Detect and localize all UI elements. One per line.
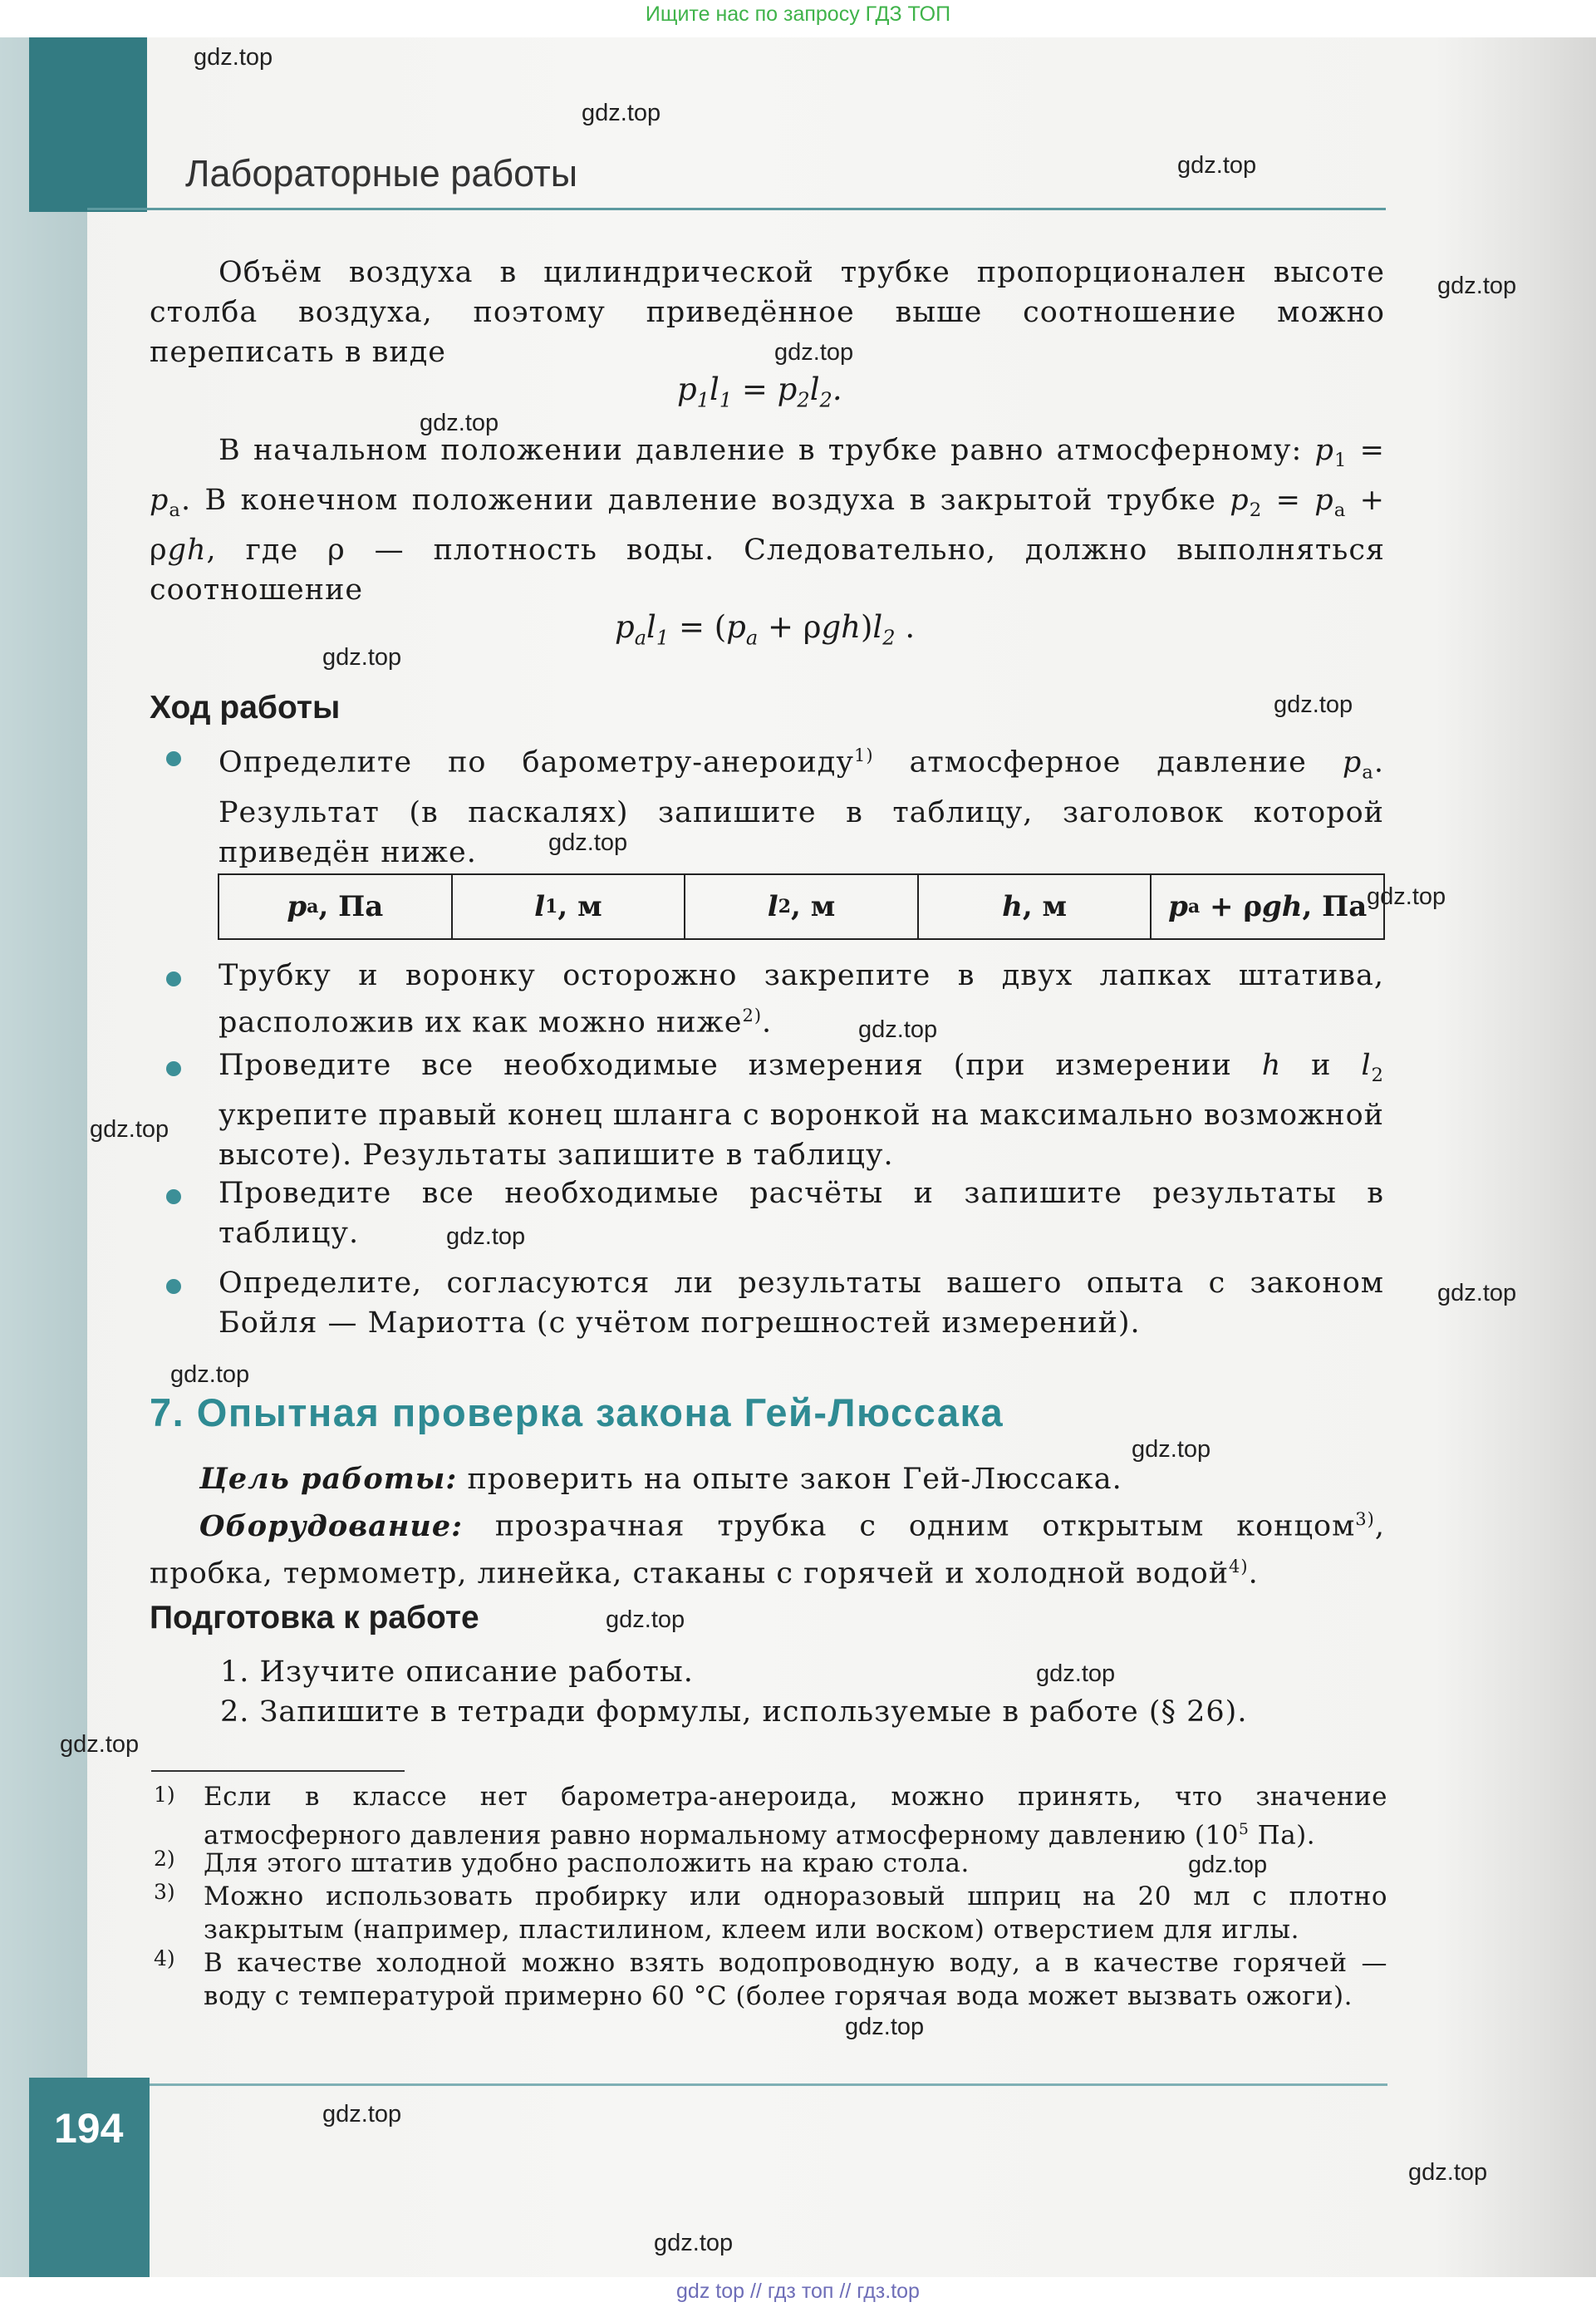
paragraph-pressure: В начальном положении давление в трубке равно атмосферному: $p_1 = p_а$. В конечном положении давление воздуха в закрытой трубке $p_2 = p_а + \rho gh$, где ρ — плотность воды. Следовательно, должно выполняться соотношение [150,434,1386,607]
watermark: gdz.top [1188,1852,1268,1878]
footnote: Можно использовать пробирку или одноразовый шприц на 20 мл с плотно закрытым (например, пластилином, клеем или воском) отверстием для иглы. [204,1882,1387,1945]
lab-equipment: Оборудование: прозрачная трубка с одним открытым концом$^{3)}$, пробка, термометр, линейка, стаканы с горячей и холодной водой$^{4)}$. [150,1508,1385,1591]
page-number: 194 [54,2105,124,2152]
prep-item: 1. Изучите описание работы. [220,1655,694,1689]
watermark: gdz.top [1036,1660,1116,1687]
watermark: gdz.top [654,2230,734,2256]
bullet-item: Проведите все необходимые расчёты и запишите результаты в таблицу. [219,1177,1384,1250]
footnote: Если в классе нет барометра-анероида, можно принять, что значение атмосферного давления равно нормальному атмосферному давлению ($10^5$ Па). [204,1782,1387,1851]
footnote-number: 4) [154,1946,175,1970]
table-header-cell: l 2 , м [685,875,919,938]
bullet-item: Проведите все необходимые измерения (при измерении h и $l_2$ укрепите правый конец шланга с воронкой на максимально возможной высоте). Результаты запишите в таблицу. [219,1049,1384,1172]
watermark: gdz.top [548,829,628,856]
footnote-rule [151,1770,405,1772]
subhead-preparation: Подготовка к работе [150,1600,479,1636]
section-title: Лабораторные работы [185,152,578,194]
lab-goal: Цель работы: проверить на опыте закон Гей-Люссака. [199,1462,1122,1496]
data-table [218,873,1385,940]
watermark: gdz.top [60,1731,140,1758]
watermark: gdz.top [774,339,854,366]
left-margin-band [0,37,87,2277]
watermark: gdz.top [1177,152,1257,179]
watermark: gdz.top [582,100,661,126]
watermark: gdz.top [606,1606,685,1633]
watermark: gdz.top [858,1016,938,1043]
watermark: gdz.top [446,1223,526,1250]
header-color-block [29,37,147,212]
footnote: Для этого штатив удобно расположить на краю стола. [204,1848,970,1878]
footnote-number: 1) [154,1783,175,1807]
watermark: gdz.top [420,410,499,436]
bullet-item: Определите, согласуются ли результаты вашего опыта с законом Бойля — Мариотта (с учётом погрешностей измерений). [219,1267,1384,1340]
watermark: gdz.top [1437,1280,1517,1306]
table-header-cell: p а + ρ gh , Па [1168,890,1368,923]
bullet-item: Трубку и воронку осторожно закрепите в двух лапках штатива, расположив их как можно ниже$^{2)}$. [219,959,1384,1040]
bullet-item: Определите по барометру-анероиду$^{1)}$ атмосферное давление $p_а$. Результат (в паскалях) запишите в таблицу, заголовок которой приведён ниже. [219,745,1384,869]
watermark: gdz.top [322,2101,402,2128]
watermark: gdz.top [170,1361,250,1388]
watermark: gdz.top [1408,2159,1488,2186]
footnote-number: 2) [154,1847,175,1871]
subhead-procedure: Ход работы [150,690,341,726]
header-rule [87,208,1386,210]
formula-pressure: $p_аl_1 = (p_а + \rho gh)l_2$ . [615,609,916,650]
footnote: В качестве холодной можно взять водопроводную воду, а в качестве горячей — воду с температурой примерно 60 °С (более горячая вода может вызвать ожоги). [204,1948,1387,2011]
table-header-cell: h , м [919,875,1152,938]
watermark: gdz.top [194,44,273,71]
watermark: gdz.top [845,2014,925,2040]
top-search-link[interactable]: Ищите нас по запросу ГДЗ ТОП [645,2,951,26]
watermark: gdz.top [1132,1436,1211,1463]
prep-item: 2. Запишите в тетради формулы, используемые в работе (§ 26). [220,1695,1248,1729]
watermark: gdz.top [1367,883,1446,910]
watermark: gdz.top [1274,691,1353,718]
watermark: gdz.top [1437,273,1517,299]
bottom-links[interactable]: gdz top // гдз топ // гдз.top [676,2280,920,2303]
formula-boyle: $p_1l_1 = p_2l_2$. [677,371,842,412]
watermark: gdz.top [90,1116,169,1143]
table-header-cell: p а , Па [219,875,453,938]
footer-rule [150,2083,1387,2086]
table-header-cell: l 1 , м [453,875,686,938]
lab-heading: 7. Опытная проверка закона Гей-Люссака [150,1390,1004,1434]
footnote-number: 3) [154,1880,175,1904]
paragraph-volume: Объём воздуха в цилиндрической трубке пропорционален высоте столба воздуха, поэтому приведённое выше соотношение можно переписать в виде [150,256,1385,369]
watermark: gdz.top [322,644,402,671]
